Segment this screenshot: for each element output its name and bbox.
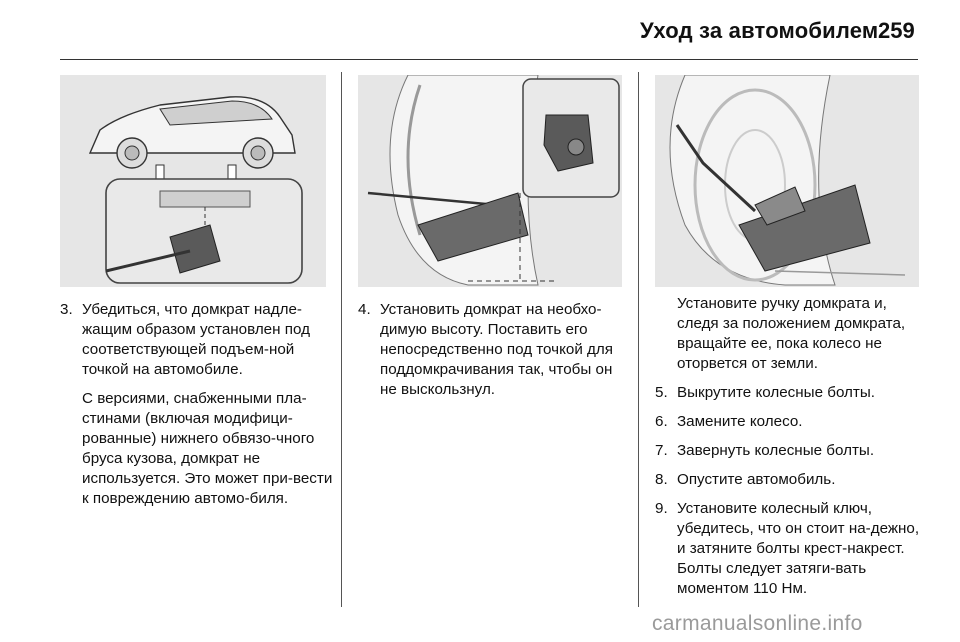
step-8 bbox=[655, 470, 927, 490]
column-divider-1 bbox=[341, 72, 342, 607]
column-2-text bbox=[358, 300, 626, 409]
step-3-paragraph-1: Убедиться, что домкрат надле-жащим образом установлен под соответствующей подъем-ной точкой на автомобиле. bbox=[82, 301, 310, 378]
step-number: 8. bbox=[655, 471, 668, 488]
step-4-paragraph-1: Установить домкрат на необхо-димую высоту. Поставить его непосредственно под точкой для поддомкрачивания так, чтобы он не выскользнул. bbox=[380, 301, 613, 398]
page-header bbox=[0, 14, 960, 54]
page-number: 259 bbox=[878, 18, 915, 43]
step-9 bbox=[655, 499, 927, 599]
step-4 bbox=[358, 300, 626, 400]
jack-handle-illustration bbox=[655, 75, 919, 287]
step-text: Опустите автомобиль. bbox=[677, 471, 836, 488]
step-number: 4. bbox=[358, 301, 371, 318]
step-3 bbox=[60, 300, 336, 509]
car-jack-points-drawing bbox=[60, 75, 326, 287]
jack-positioning-illustration bbox=[358, 75, 622, 287]
step-text: Выкрутите колесные болты. bbox=[677, 384, 876, 401]
step-7 bbox=[655, 441, 927, 461]
step-number: 7. bbox=[655, 442, 668, 459]
step-5 bbox=[655, 383, 927, 403]
step-3-paragraph-2: С версиями, снабженными пла-стинами (включая модифици-рованные) нижнего обвязо-чного бруса кузова, домкрат не используется. Это может при-вести к повреждению автомо-биля. bbox=[82, 390, 333, 507]
step-text: Завернуть колесные болты. bbox=[677, 442, 875, 459]
jack-handle-instruction: Установите ручку домкрата и, следя за положением домкрата, вращайте ее, пока колесо не оторвется от земли. bbox=[677, 295, 906, 372]
header-divider bbox=[60, 59, 918, 60]
step-text: Установите колесный ключ, убедитесь, что он стоит на-дежно, и затяните болты крест-накрест. Болты следует затяги-вать моментом 110 Нм. bbox=[677, 500, 920, 597]
column-1-text bbox=[60, 300, 336, 518]
jack-handle-drawing bbox=[655, 75, 919, 287]
step-text: Замените колесо. bbox=[677, 413, 803, 430]
column-divider-2 bbox=[638, 72, 639, 607]
column-3-text bbox=[655, 294, 927, 608]
step-number: 5. bbox=[655, 384, 668, 401]
step-number: 9. bbox=[655, 500, 668, 517]
step-number: 6. bbox=[655, 413, 668, 430]
car-jack-points-illustration bbox=[60, 75, 326, 287]
page-title: Уход за автомобилем bbox=[640, 18, 879, 43]
watermark: carmanualsonline.info bbox=[652, 612, 863, 635]
step-number: 3. bbox=[60, 301, 73, 318]
step-6 bbox=[655, 412, 927, 432]
jack-positioning-drawing bbox=[358, 75, 622, 287]
